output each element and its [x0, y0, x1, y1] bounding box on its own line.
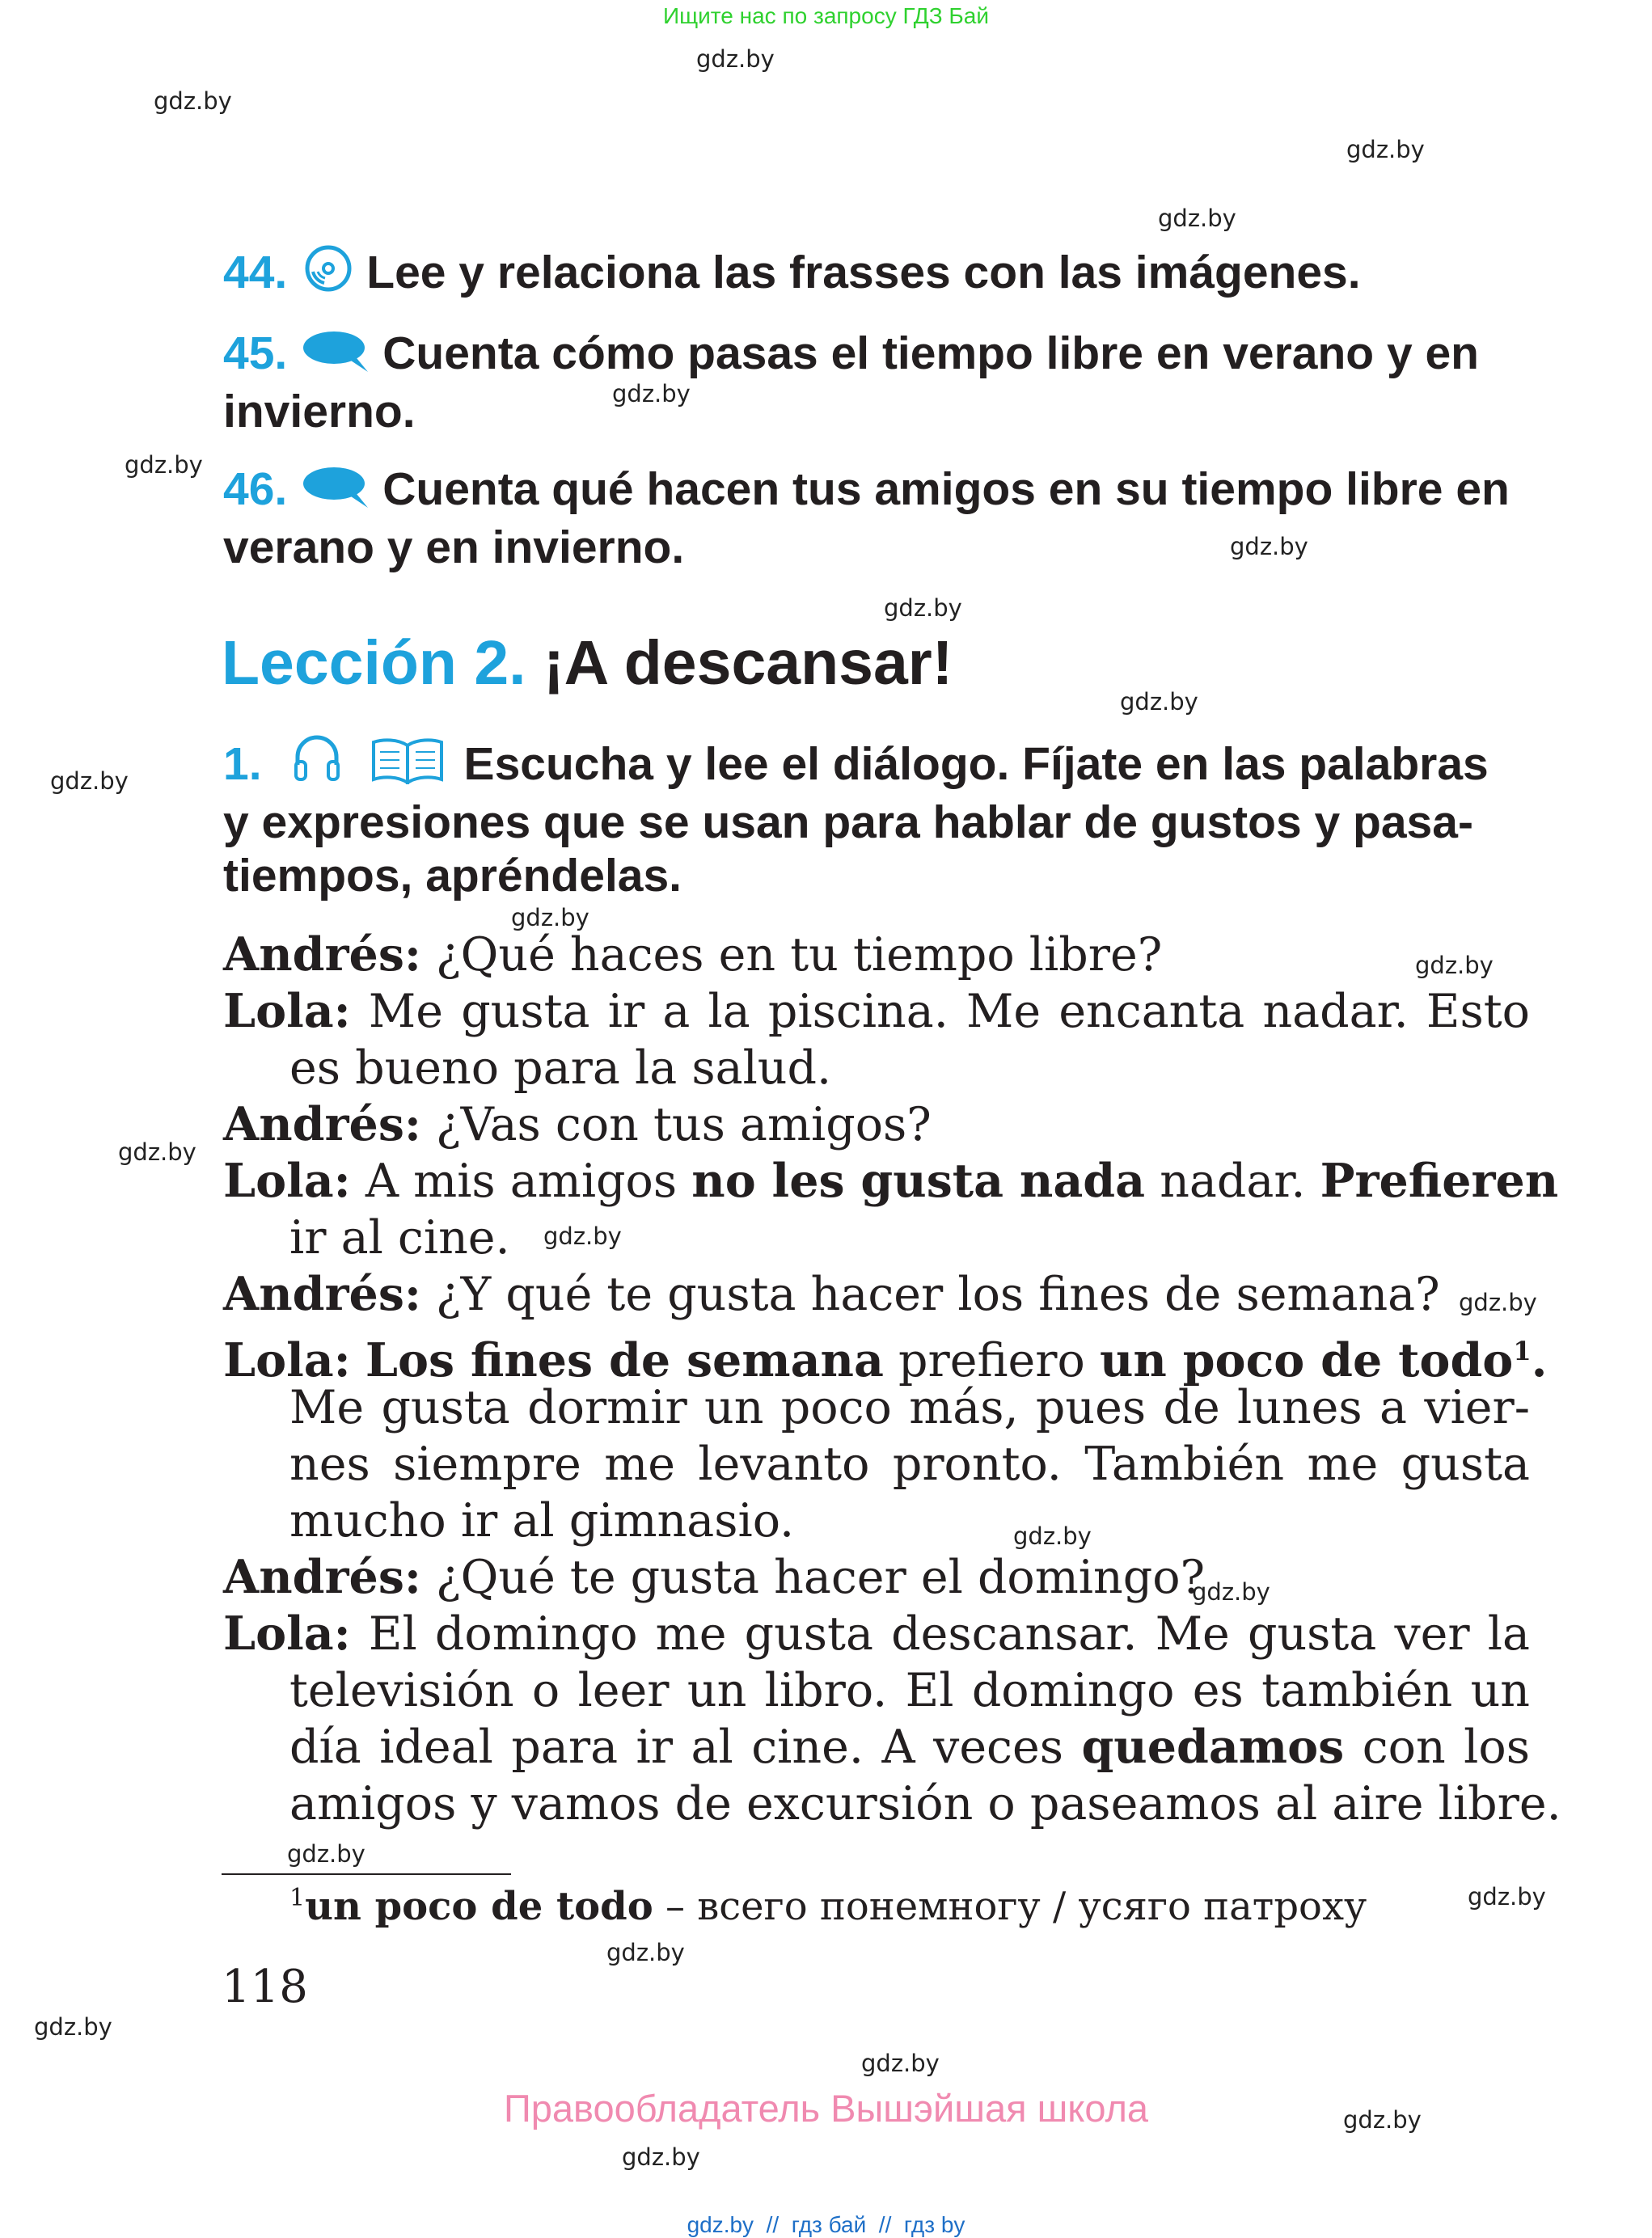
dialogue-text: nadar.	[1160, 1155, 1306, 1208]
task-number: 1.	[223, 738, 262, 790]
speaker-andres: Andrés:	[223, 1097, 421, 1151]
lesson-heading	[222, 627, 953, 699]
exercise-number: 44.	[223, 247, 288, 298]
watermark: gdz.by	[154, 87, 232, 115]
dialogue-line	[223, 983, 1530, 1040]
key-phrase: Los fines de semana	[365, 1333, 884, 1387]
dialogue-line	[223, 1436, 1530, 1493]
dialogue-line	[223, 1493, 1530, 1549]
dialogue-text: Me gusta ir a la piscina. Me encanta nadar. Esto	[368, 985, 1530, 1038]
lesson-title: ¡A descansar!	[543, 628, 953, 698]
watermark: gdz.by	[1346, 136, 1425, 163]
task-text: Escucha y lee el diálogo. Fíjate en las palabras	[463, 738, 1489, 790]
exercise-45	[223, 327, 1530, 438]
watermark: gdz.by	[1468, 1883, 1546, 1911]
bottom-links[interactable]: gdz.by // гдз бай // гдз by	[687, 2212, 965, 2237]
footnote-marker: 1	[289, 1884, 306, 1912]
speech-bubble-icon	[302, 330, 371, 385]
task-1	[223, 733, 1530, 902]
dialogue-line	[223, 1776, 1561, 1832]
footnote-marker: 1	[1513, 1336, 1532, 1366]
dialogue-text: nes siempre me levanto pronto. También me gusta	[289, 1438, 1530, 1491]
exercise-text: Lee y relaciona las frasses con las imágenes.	[366, 247, 1361, 298]
dialogue-line	[223, 1210, 1530, 1266]
exercise-text: Cuenta qué hacen tus amigos en su tiempo libre en verano y en invierno.	[223, 463, 1510, 573]
exercise-number: 46.	[223, 463, 288, 515]
dialogue-text: A mis amigos	[365, 1155, 678, 1208]
dialogue-line	[223, 1549, 1530, 1606]
dialogue-line	[223, 927, 1530, 983]
dialogue-text: es bueno para la salud.	[289, 1041, 832, 1095]
dialogue-text: ¿Qué haces en tu tiempo libre?	[436, 928, 1163, 982]
page-number: 118	[222, 1961, 308, 2013]
dialogue-line	[223, 1266, 1530, 1323]
watermark: gdz.by	[1192, 1578, 1270, 1606]
speaker-lola: Lola:	[223, 1333, 351, 1387]
exercise-46	[223, 462, 1530, 574]
footnote	[289, 1884, 1367, 1929]
lesson-number: Lección 2.	[222, 628, 526, 698]
dialogue-line	[223, 1719, 1530, 1776]
watermark: gdz.by	[511, 904, 589, 931]
watermark: gdz.by	[606, 1939, 685, 1966]
headphones-icon	[291, 733, 343, 796]
dialogue-line	[223, 1379, 1530, 1436]
watermark: gdz.by	[861, 2050, 940, 2077]
dialogue-line	[223, 1662, 1530, 1719]
dialogue-text: .	[1531, 1333, 1548, 1387]
speaker-lola: Lola:	[223, 1154, 351, 1208]
dialogue-text: con los	[1362, 1721, 1530, 1774]
speaker-andres: Andrés:	[223, 1550, 421, 1604]
task-text: y expresiones que se usan para hablar de gustos y pasa-	[223, 796, 1473, 848]
exercise-44	[223, 244, 1530, 304]
dialogue-text: mucho ir al gimnasio.	[289, 1494, 795, 1548]
dialogue-text: televisión o leer un libro. El domingo es también un	[289, 1664, 1530, 1717]
watermark: gdz.by	[118, 1138, 196, 1166]
speech-bubble-icon	[302, 466, 371, 521]
dialogue-text: día ideal para ir al cine. A veces	[289, 1721, 1063, 1774]
watermark: gdz.by	[543, 1222, 622, 1250]
dialogue-line	[223, 1153, 1559, 1210]
watermark: gdz.by	[34, 2013, 112, 2041]
dialogue-line	[223, 1606, 1530, 1662]
dialogue-text: ir al cine.	[289, 1211, 510, 1265]
dialogue-text: ¿Vas con tus amigos?	[436, 1098, 932, 1151]
dialogue-text: Me gusta dormir un poco más, pues de lunes a vier-	[289, 1381, 1530, 1434]
copyright-owner: Правообладатель Вышэйшая школа	[503, 2087, 1149, 2130]
dialogue-line	[223, 1323, 1548, 1387]
dialogue-line	[223, 1040, 1530, 1096]
task-text: tiempos, apréndelas.	[223, 850, 682, 902]
watermark: gdz.by	[50, 767, 129, 795]
dialogue-text: El domingo me gusta descansar. Me gusta ver la	[368, 1607, 1531, 1661]
speaker-andres: Andrés:	[223, 927, 421, 982]
dialogue-text: amigos y vamos de excursión o paseamos al aire libre.	[289, 1777, 1561, 1831]
speaker-lola: Lola:	[223, 984, 351, 1038]
watermark: gdz.by	[1120, 688, 1198, 716]
speaker-andres: Andrés:	[223, 1267, 421, 1321]
speaker-lola: Lola:	[223, 1607, 351, 1661]
watermark: gdz.by	[622, 2143, 700, 2171]
dialogue	[223, 927, 1561, 1832]
watermark: gdz.by	[696, 45, 775, 73]
footnote-divider	[222, 1873, 511, 1875]
watermark: gdz.by	[287, 1840, 365, 1868]
dialogue-text: prefiero	[898, 1334, 1085, 1387]
watermark: gdz.by	[1013, 1522, 1092, 1550]
key-phrase: quedamos	[1081, 1720, 1345, 1774]
watermark: gdz.by	[125, 451, 203, 479]
key-phrase: Prefieren	[1320, 1154, 1559, 1208]
watermark: gdz.by	[884, 594, 962, 622]
key-phrase: un poco de todo	[1099, 1333, 1514, 1387]
watermark: gdz.by	[1415, 952, 1494, 979]
key-phrase: no les gusta nada	[691, 1154, 1146, 1208]
top-banner: Ищите нас по запросу ГДЗ Бай	[662, 3, 990, 28]
footnote-translation: – всего понемногу / усяго патроху	[665, 1884, 1367, 1929]
watermark: gdz.by	[612, 380, 691, 407]
open-book-icon	[370, 737, 445, 796]
dialogue-line	[223, 1096, 1530, 1153]
watermark: gdz.by	[1158, 205, 1236, 232]
exercise-text: Cuenta cómo pasas el tiempo libre en verano y en invierno.	[223, 327, 1480, 437]
watermark: gdz.by	[1459, 1289, 1537, 1316]
dialogue-text: ¿Qué te gusta hacer el domingo?	[436, 1551, 1206, 1604]
footnote-term: un poco de todo	[305, 1884, 653, 1929]
watermark: gdz.by	[1230, 533, 1308, 560]
dialogue-text: ¿Y qué te gusta hacer los fines de semana?	[436, 1268, 1440, 1321]
cd-disc-icon	[302, 244, 355, 304]
exercise-number: 45.	[223, 327, 288, 379]
watermark: gdz.by	[1343, 2106, 1422, 2134]
